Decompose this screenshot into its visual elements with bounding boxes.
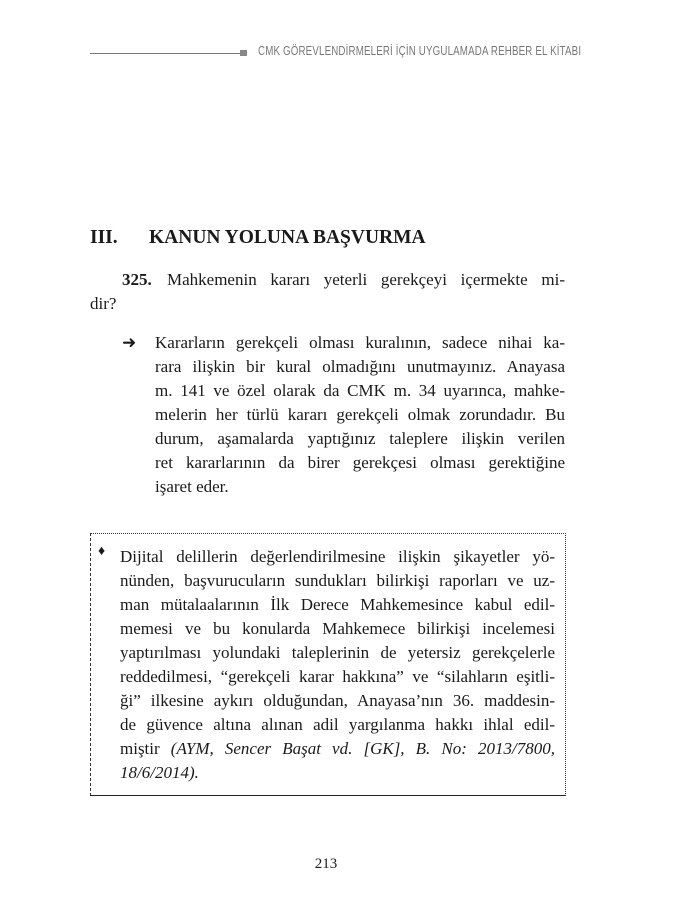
note-line: yaptırılması yolundaki taleplerinin de yetersiz gerekçelerle xyxy=(120,643,555,662)
page-number: 213 xyxy=(314,856,338,872)
note-line: reddedilmesi, “gerekçeli karar hakkına” ve “silahların eşitli- xyxy=(120,667,555,686)
note-text: miştir xyxy=(120,739,171,758)
citation: (AYM, Sencer Başat vd. [GK], B. No: 2013/7800, xyxy=(170,739,555,758)
answer-line: m. 141 ve özel olarak da CMK m. 34 uyarınca, mahke- xyxy=(155,381,565,400)
note-line: man mütalaalarının İlk Derece Mahkemesince kabul edil- xyxy=(120,595,555,614)
question-number: 325. xyxy=(122,270,152,289)
note-line: memesi ve bu konularda Mahkemece bilirkişi incelemesi xyxy=(120,619,555,638)
answer-line: ret kararlarının da birer gerekçesi olması gerektiğine xyxy=(155,453,565,472)
answer-line: rara ilişkin bir kural olmadığını unutmayınız. Anayasa xyxy=(155,357,565,376)
citation: 18/6/2014). xyxy=(120,763,199,782)
note-line: Dijital delillerin değerlendirilmesine ilişkin şikayetler yö- xyxy=(120,547,555,566)
diamond-bullet-icon: ♦ xyxy=(98,544,106,559)
answer-line: işaret eder. xyxy=(155,477,229,496)
header-rule xyxy=(90,53,240,54)
answer-line: melerin her türlü kararı gerekçeli olmak zorundadır. Bu xyxy=(155,405,565,424)
header-square-icon xyxy=(240,50,247,56)
question-line: Mahkemenin kararı yeterli gerekçeyi içermekte mi- xyxy=(167,270,565,289)
section-number: III. xyxy=(90,227,118,248)
note-line xyxy=(120,761,199,785)
note-line: ği” ilkesine aykırı olduğundan, Anayasa’nın 36. maddesin- xyxy=(120,691,555,710)
answer-line: durum, aşamalarda yaptığınız taleplere ilişkin verilen xyxy=(155,429,565,448)
running-title: CMK GÖREVLENDİRMELERİ İÇİN UYGULAMADA REHBER EL KİTABI xyxy=(258,44,582,58)
section-title: KANUN YOLUNA BAŞVURMA xyxy=(149,227,426,248)
note-line: de güvence altına alınan adil yargılanma hakkı ihlal edil- xyxy=(120,715,555,734)
answer-line: Kararların gerekçeli olması kuralının, sadece nihai ka- xyxy=(155,333,565,352)
note-line xyxy=(120,737,555,761)
arrow-bullet-icon: ➜ xyxy=(122,333,137,352)
question-line: dir? xyxy=(90,294,117,313)
note-line: nünden, başvurucuların sundukları bilirkişi raporları ve uz- xyxy=(120,571,555,590)
